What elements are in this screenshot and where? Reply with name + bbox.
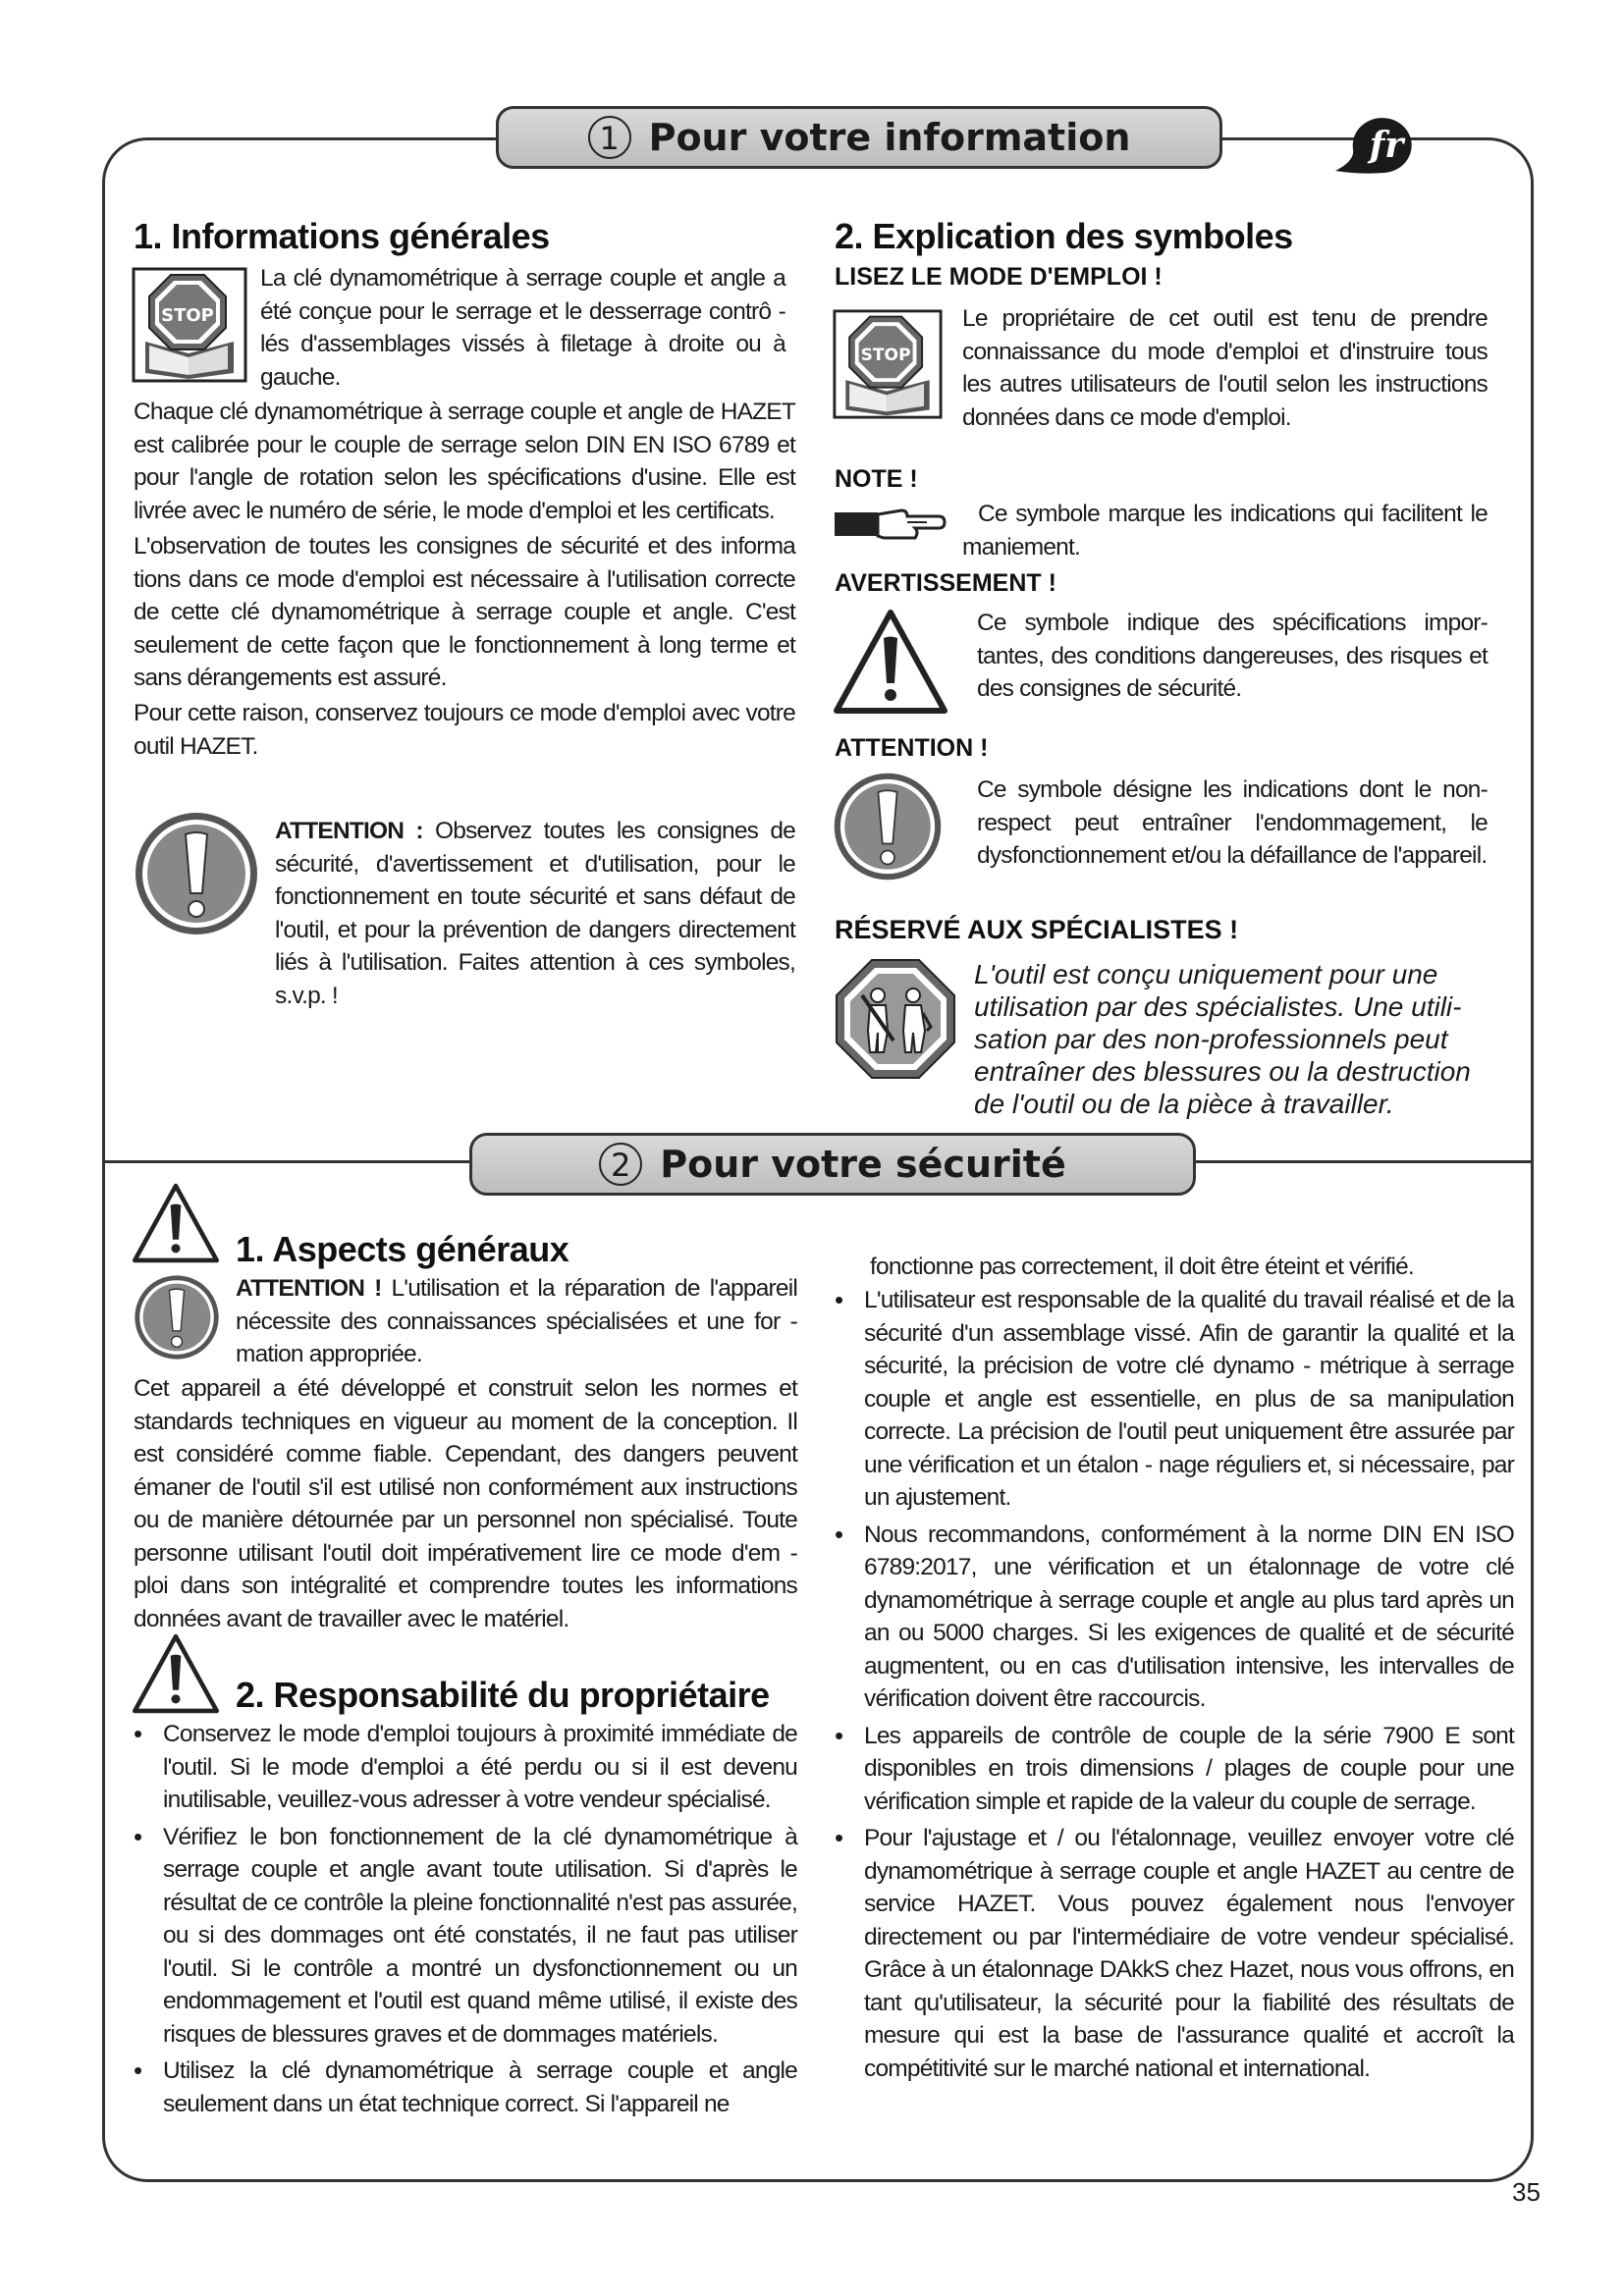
heading-general-info: 1. Informations générales — [134, 216, 550, 256]
attention-symbol-text: Ce symbole désigne les indications dont le non-respect peut entraîner l'endommagement, le dysfonctionnement et/ou la défaillance de l'appareil. — [977, 776, 1488, 869]
owner-continued: fonctionne pas correctement, il doit être éteint et vérifié. — [870, 1254, 1414, 1280]
read-manual-label: LISEZ LE MODE D'EMPLOI ! — [835, 263, 1163, 291]
owner-list-left — [130, 1718, 797, 2124]
aspects-p1: Cet appareil a été développé et construit selon les normes et standards techniques en vigueur au moment de la conception. Il est considéré comme fiable. Cependant, des dangers peuvent émaner de l'outil s'il est utilisé non conformément aux instructions ou de manière détournée par un personnel non spécialisé. Toute personne utilisant l'outil doit impérativement lire ce mode d'em - ploi dans son intégralité et comprendre toutes les informations données avant de travailler avec le matériel. — [134, 1375, 797, 1632]
banner-information — [496, 106, 1222, 169]
heading-owner-responsibility: 2. Responsabilité du propriétaire — [236, 1675, 770, 1715]
list-item: • L'utilisateur est responsable de la qualité du travail réalisé et de la sécurité d'un assemblage vissé. Afin de garantir la qualité et la sécurité, la précision de votre clé dynamo - métrique à serrage couple et angle est essentielle, en plus de sa manipulation correcte. La précision de l'outil peut uniquement être assurée par une vérification et un étalon - nage réguliers et, si nécessaire, par un ajustement. — [831, 1284, 1514, 1515]
warning-triangle-icon — [833, 609, 948, 715]
list-item: • Vérifiez le bon fonctionnement de la clé dynamométrique à serrage couple et angle avant toute utilisation. Si d'après le résultat de ce contrôle la pleine fonctionnalité n'est pas assurée, ou si des dommages ont été constatés, il ne faut pas utiliser l'outil. Si le contrôle a montré un dysfonctionnement ou un endommagement et l'outil est quand même utilisé, il existe des risques de blessures graves et de dommages matériels. — [130, 1821, 797, 2052]
specialist-label: RÉSERVÉ AUX SPÉCIALISTES ! — [835, 915, 1239, 944]
banner-number-2: 2 — [599, 1143, 642, 1186]
banner-security — [469, 1133, 1196, 1196]
page-number: 35 — [1512, 2177, 1541, 2207]
aspects-attention — [236, 1272, 797, 1371]
read-manual-symbol-icon — [833, 306, 943, 422]
list-item: • Les appareils de contrôle de couple de la série 7900 E sont disponibles en trois dimensions / plages de couple pour une vérification simple et rapide de la valeur du couple de serrage. — [831, 1720, 1514, 1819]
read-manual-text: Le propriétaire de cet outil est tenu de prendre connaissance du mode d'emploi et d'instruire tous les autres utilisateurs de l'outil selon les instructions données dans ce mode d'emploi. — [962, 305, 1488, 431]
read-manual-icon — [132, 267, 247, 383]
language-badge-icon — [1326, 110, 1434, 179]
language-badge-label: fr — [1369, 125, 1404, 166]
heading-symbols: 2. Explication des symboles — [835, 216, 1293, 256]
general-info-intro: La clé dynamométrique à serrage couple et angle a été conçue pour le serrage et le desserrage contrô - lés d'assemblages vissés à filetage à droite ou à gauche. — [260, 265, 785, 391]
attention-symbol-icon — [833, 772, 943, 881]
list-item: • Nous recommandons, conformément à la norme DIN EN ISO 6789:2017, une vérification et un étalonnage de votre clé dynamométrique à serrage couple et angle au plus tard après un an ou 5000 charges. Si les exigences de qualité et de sécurité augmentent, ou en cas d'utilisation intensive, les intervalles de vérification doivent être raccourcis. — [831, 1519, 1514, 1716]
list-item: • Pour l'ajustage et / ou l'étalonnage, veuillez envoyer votre clé dynamométrique à serrage couple et angle HAZET au centre de service HAZET. Vous pouvez également nous l'envoyer directement ou par l'intermédiaire de votre vendeur spécialisé. Grâce à un étalonnage DAkkS chez Hazet, nous vous offrons, en tant qu'utilisateur, la sécurité pour la fiabilité des résultats de mesure qui est la base de l'assurance qualité et accroît la compétitivité sur le marché national et international. — [831, 1822, 1514, 2085]
general-info-p1: Chaque clé dynamométrique à serrage couple et angle de HAZET est calibrée pour le couple de serrage selon DIN EN ISO 6789 et pour l'angle de rotation selon les spécifications d'usine. Elle est livrée avec le numéro de série, le mode d'emploi et les certificats. — [134, 399, 795, 524]
attention-label: ATTENTION : — [275, 818, 423, 844]
list-item: • Conservez le mode d'emploi toujours à proximité immédiate de l'outil. Si le mode d'emploi a été perdu ou si il est devenu inutilisable, veuillez-vous adresser à votre vendeur spécialisé. — [130, 1718, 797, 1817]
general-info-p2: L'observation de toutes les consignes de sécurité et des informa tions dans ce mode d'emploi est nécessaire à l'utilisation correcte de cette clé dynamométrique à serrage couple et angle. C'est seulement de cette façon que le fonctionnement à long terme et sans dérangements est assuré. — [134, 533, 795, 691]
attention-small-icon — [134, 1274, 220, 1361]
aspects-attention-label: ATTENTION ! — [236, 1275, 382, 1302]
list-item: • Utilisez la clé dynamométrique à serrage couple et angle seulement dans un état technique correct. Si l'appareil ne — [130, 2055, 797, 2120]
general-info-p3: Pour cette raison, conservez toujours ce mode d'emploi avec votre outil HAZET. — [134, 700, 795, 760]
banner-number: 1 — [588, 116, 631, 159]
banner-title-2: Pour votre sécurité — [660, 1143, 1066, 1186]
warning-text: Ce symbole indique des spécifications impor-tantes, des conditions dangereuses, des risques et des consignes de sécurité. — [977, 610, 1488, 702]
aspects-attention-text: L'utilisation et la réparation de l'appareil nécessite des connaissances spécialisées et une for - mation appropriée. — [236, 1275, 797, 1367]
warning-heading-icon-2 — [132, 1633, 220, 1714]
warning-heading-icon — [132, 1183, 220, 1263]
note-text: Ce symbole marque les indications qui facilitent le maniement. — [962, 501, 1488, 561]
attention-text: Observez toutes les consignes de sécurité, d'avertissement et d'utilisation, pour le fonctionnement en toute sécurité et sans défaut de l'outil, et pour la prévention de dangers directement liés à l'utilisation. Faites attention à ces symboles, s.v.p. ! — [275, 818, 795, 1009]
attention-symbol-label: ATTENTION ! — [835, 734, 989, 762]
specialist-only-icon — [833, 956, 958, 1082]
pointing-hand-icon — [833, 501, 948, 546]
attention-icon — [134, 811, 259, 936]
note-label: NOTE ! — [835, 465, 918, 493]
stop-symbol-label: STOP — [860, 346, 911, 366]
warning-label: AVERTISSEMENT ! — [835, 569, 1056, 597]
general-info-attention — [275, 815, 795, 1012]
stop-label: STOP — [161, 305, 214, 326]
specialist-text: L'outil est conçu uniquement pour une utilisation par des spécialistes. Une utili-sation par des non-professionnels peut entraîner des blessures ou la destruction de l'outil ou de la pièce à travailler. — [974, 959, 1471, 1119]
banner-title: Pour votre information — [648, 116, 1131, 159]
owner-list-right — [831, 1284, 1514, 2089]
heading-general-aspects: 1. Aspects généraux — [236, 1229, 569, 1269]
